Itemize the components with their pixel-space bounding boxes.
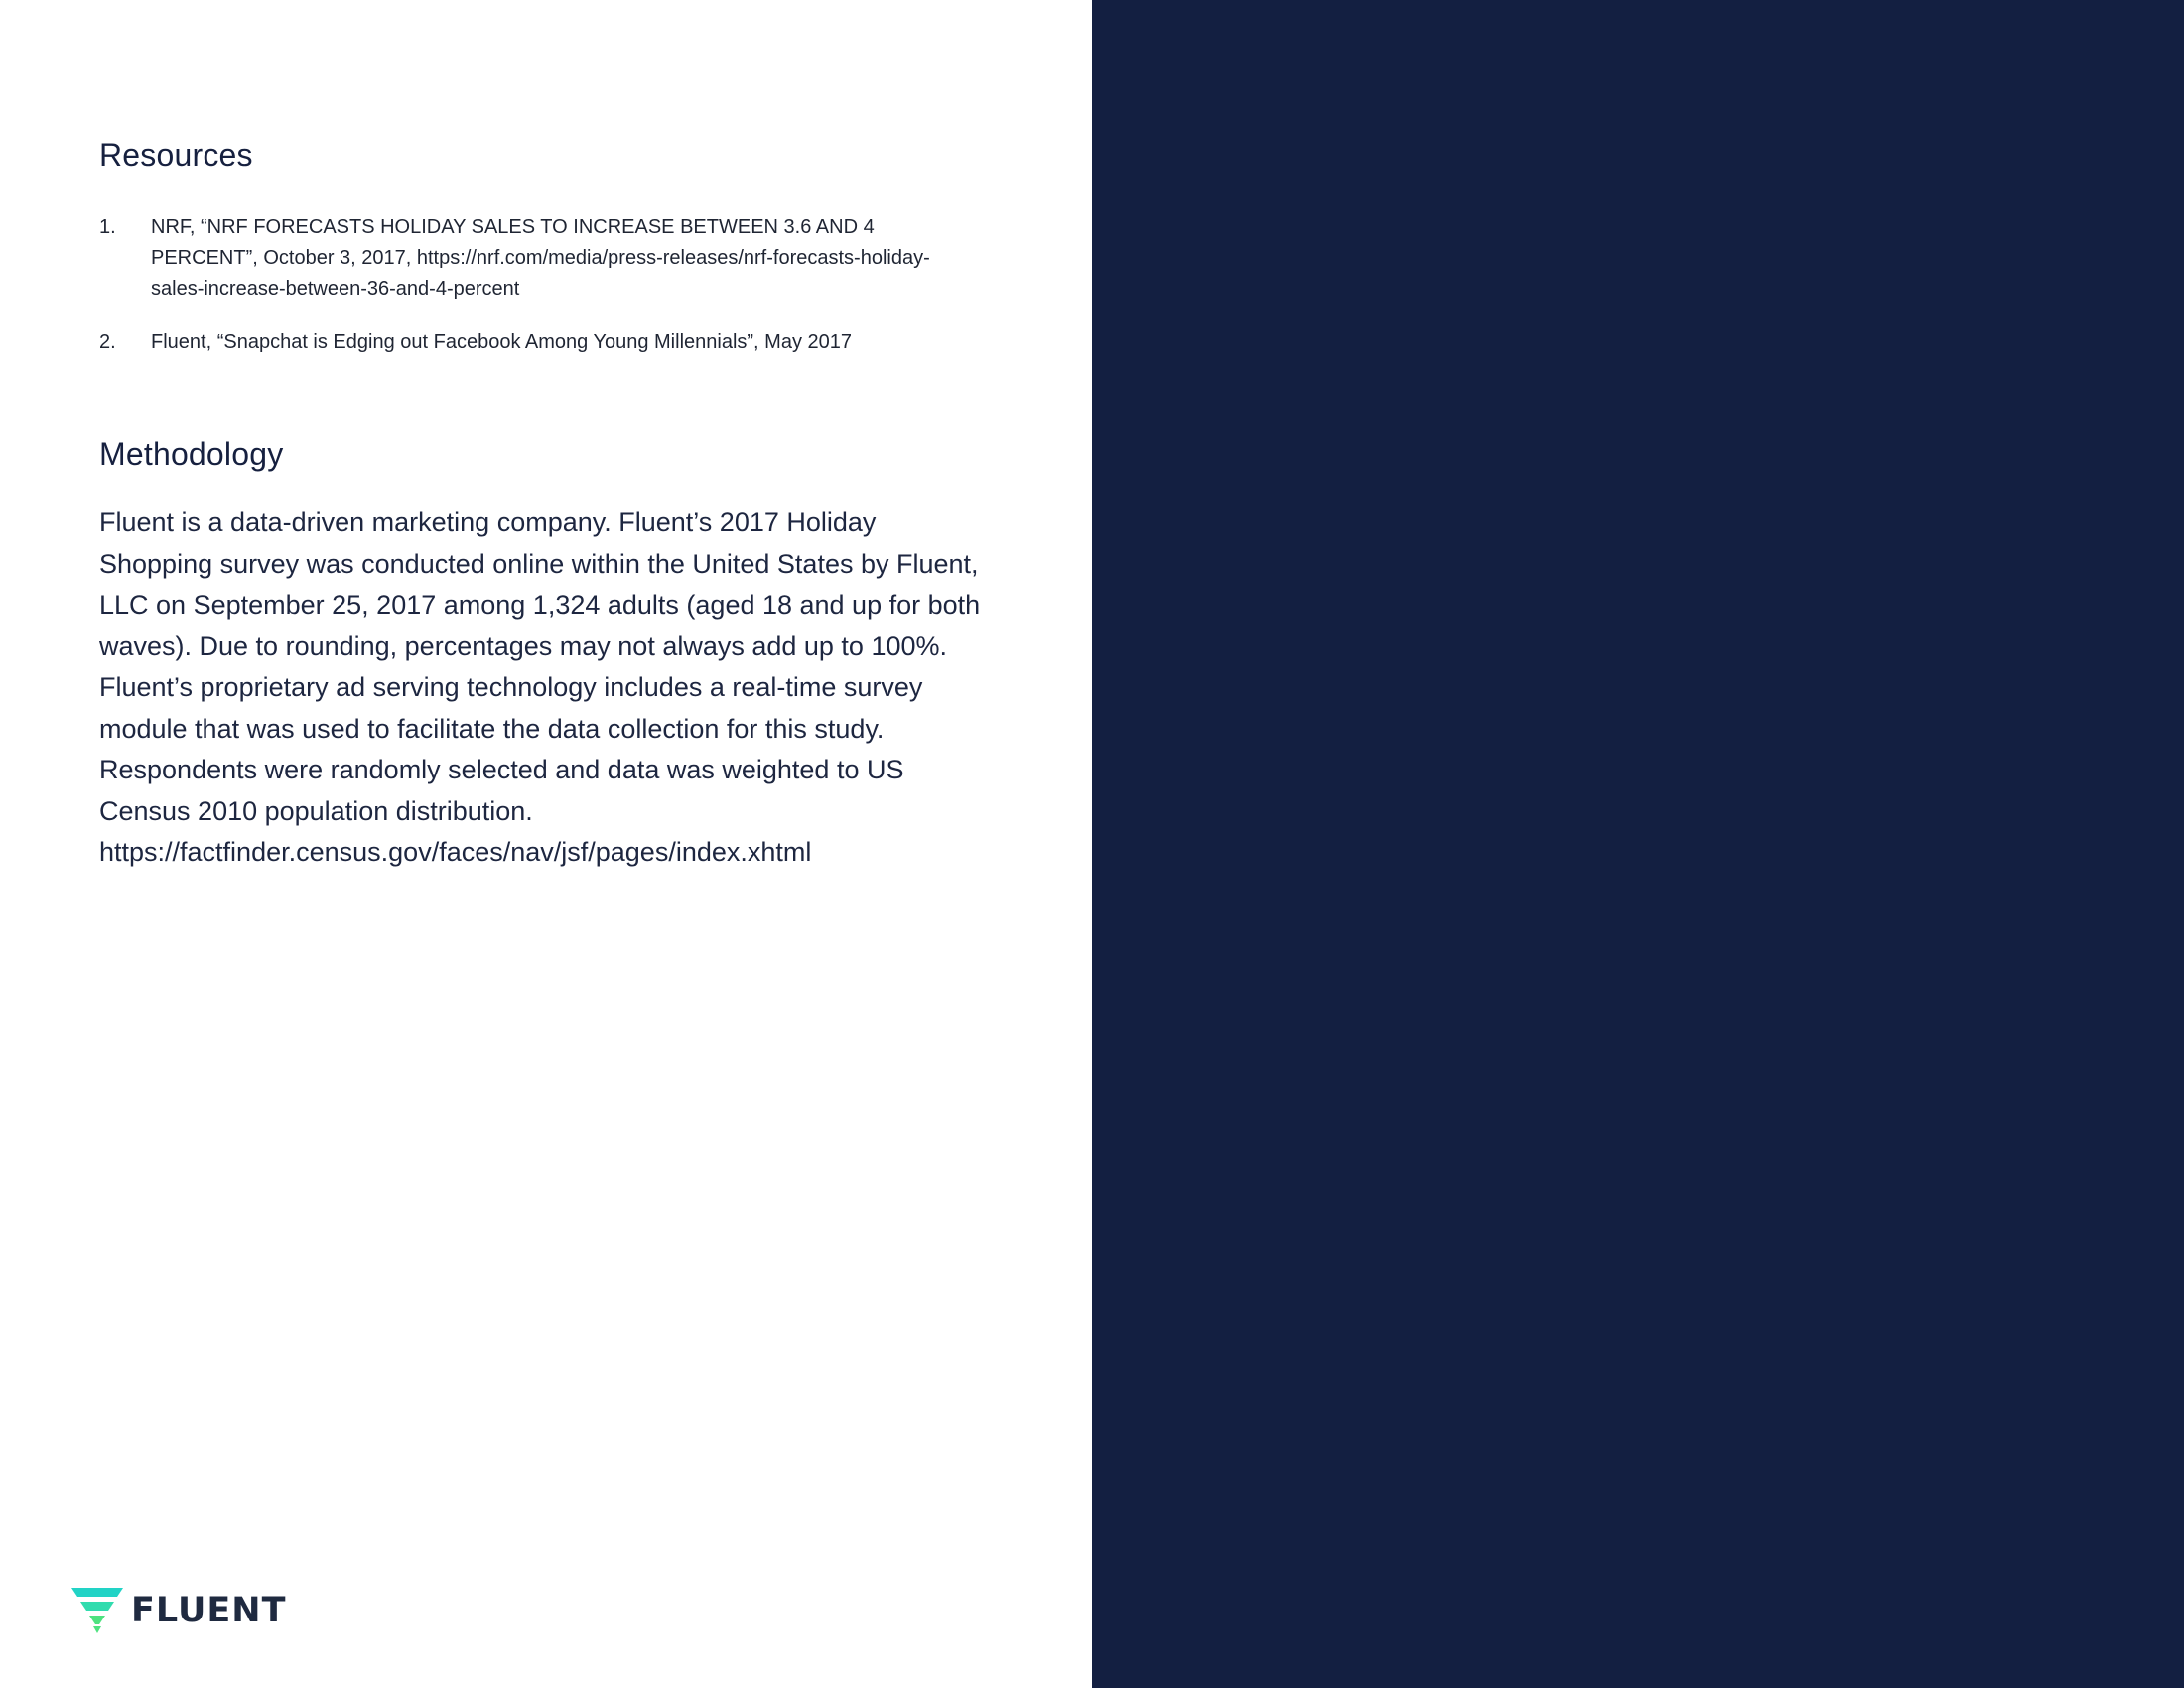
resource-text: NRF, “NRF FORECASTS HOLIDAY SALES TO INCREASE BETWEEN 3.6 AND 4 PERCENT”, October 3, 2017, https://nrf.com/media/press-releases/nrf-forecasts-holiday-sales-increase-between-36-and-4-percent	[151, 216, 930, 300]
fluent-logo	[71, 1587, 286, 1634]
resources-list	[99, 212, 973, 379]
navy-side-panel	[1092, 0, 2184, 1688]
logo-wordmark: FLUENT	[131, 1591, 287, 1630]
resource-text: Fluent, “Snapchat is Edging out Facebook Among Young Millennials”, May 2017	[151, 331, 852, 352]
resource-item	[99, 327, 973, 357]
methodology-heading: Methodology	[99, 436, 284, 472]
resource-item	[99, 212, 973, 305]
methodology-body: Fluent is a data-driven marketing company. Fluent’s 2017 Holiday Shopping survey was conducted online within the United States by Fluent, LLC on September 25, 2017 among 1,324 adults (aged 18 and up for both waves). Due to rounding, percentages may not always add up to 100%. Fluent’s proprietary ad serving technology includes a real-time survey module that was used to facilitate the data collection for this study. Respondents were randomly selected and data was weighted to US Census 2010 population distribution. https://factfinder.census.gov/faces/nav/jsf/pages/index.xhtml	[99, 507, 981, 867]
resources-heading: Resources	[99, 137, 253, 173]
resource-number: 2.	[99, 331, 116, 352]
resource-number: 1.	[99, 216, 116, 238]
fluent-chevron-logo-icon	[71, 1588, 123, 1633]
